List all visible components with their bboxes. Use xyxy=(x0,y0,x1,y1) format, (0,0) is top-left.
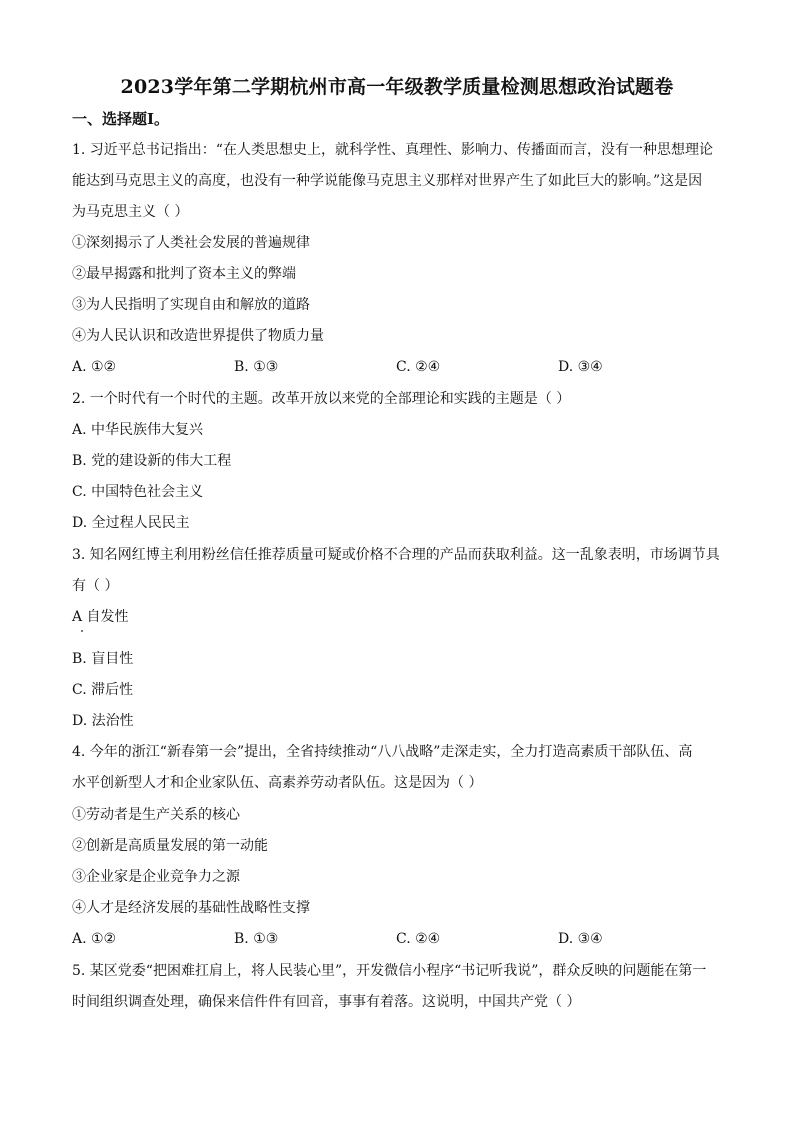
q3-choice-b: B. 盲目性 xyxy=(72,651,134,667)
q1-option-a: A. ①② xyxy=(72,359,117,375)
q1-statement-3: ③为人民指明了实现自由和解放的道路 xyxy=(72,297,310,313)
q5-stem-line-1: 5. 某区党委“把困难扛肩上，将人民装心里”，开发微信小程序“书记听我说”，群众反映的问题能在第一 xyxy=(72,963,707,979)
section-heading: 一、选择题Ⅰ。 xyxy=(72,110,170,128)
q3-stem-line-2: 有（ ） xyxy=(72,578,119,594)
q2-choice-b: B. 党的建设新的伟大工程 xyxy=(72,453,232,469)
q2-stem: 2. 一个时代有一个时代的主题。改革开放以来党的全部理论和实践的主题是（ ） xyxy=(72,391,571,407)
print-speck xyxy=(81,630,83,632)
q4-stem-line-1: 4. 今年的浙江“新春第一会”提出，全省持续推动“八八战略”走深走实，全力打造高素质干部队伍、高 xyxy=(72,744,693,760)
q1-stem-line-2: 能达到马克思主义的高度，也没有一种学说能像马克思主义那样对世界产生了如此巨大的影响。”这是因 xyxy=(72,173,703,189)
q1-statement-4: ④为人民认识和改造世界提供了物质力量 xyxy=(72,328,324,344)
q2-choice-a: A. 中华民族伟大复兴 xyxy=(72,422,204,438)
q1-statement-2: ②最早揭露和批判了资本主义的弊端 xyxy=(72,266,296,282)
q1-stem-line-1: 1. 习近平总书记指出：“在人类思想史上，就科学性、真理性、影响力、传播面而言，没有一种思想理论 xyxy=(72,142,713,158)
q2-choice-d: D. 全过程人民民主 xyxy=(72,515,190,531)
q4-option-a: A. ①② xyxy=(72,931,117,947)
q2-choice-c: C. 中国特色社会主义 xyxy=(72,484,204,500)
q4-statement-1: ①劳动者是生产关系的核心 xyxy=(72,807,240,823)
page-title: 2023学年第二学期杭州市高一年级教学质量检测思想政治试题卷 xyxy=(120,76,674,98)
q4-option-b: B. ①③ xyxy=(234,931,279,947)
q1-option-c: C. ②④ xyxy=(396,359,441,375)
q3-choice-d: D. 法治性 xyxy=(72,713,134,729)
q1-option-b: B. ①③ xyxy=(234,359,279,375)
q3-choice-c: C. 滞后性 xyxy=(72,682,134,698)
q1-statement-1: ①深刻揭示了人类社会发展的普遍规律 xyxy=(72,235,310,251)
q4-statement-4: ④人才是经济发展的基础性战略性支撑 xyxy=(72,900,310,916)
q4-stem-line-2: 水平创新型人才和企业家队伍、高素养劳动者队伍。这是因为（ ） xyxy=(72,775,483,791)
q1-stem-line-3: 为马克思主义（ ） xyxy=(72,204,189,220)
q4-option-d: D. ③④ xyxy=(558,931,603,947)
q1-option-d: D. ③④ xyxy=(558,359,603,375)
q3-stem-line-1: 3. 知名网红博主利用粉丝信任推荐质量可疑或价格不合理的产品而获取利益。这一乱象表明，市场调节具 xyxy=(72,547,720,563)
q4-statement-3: ③企业家是企业竞争力之源 xyxy=(72,869,240,885)
q5-stem-line-2: 时间组织调查处理，确保来信件件有回音，事事有着落。这说明，中国共产党（ ） xyxy=(72,994,581,1010)
q4-statement-2: ②创新是高质量发展的第一动能 xyxy=(72,838,268,854)
q3-choice-a: A 自发性 xyxy=(72,609,129,625)
q4-option-c: C. ②④ xyxy=(396,931,441,947)
